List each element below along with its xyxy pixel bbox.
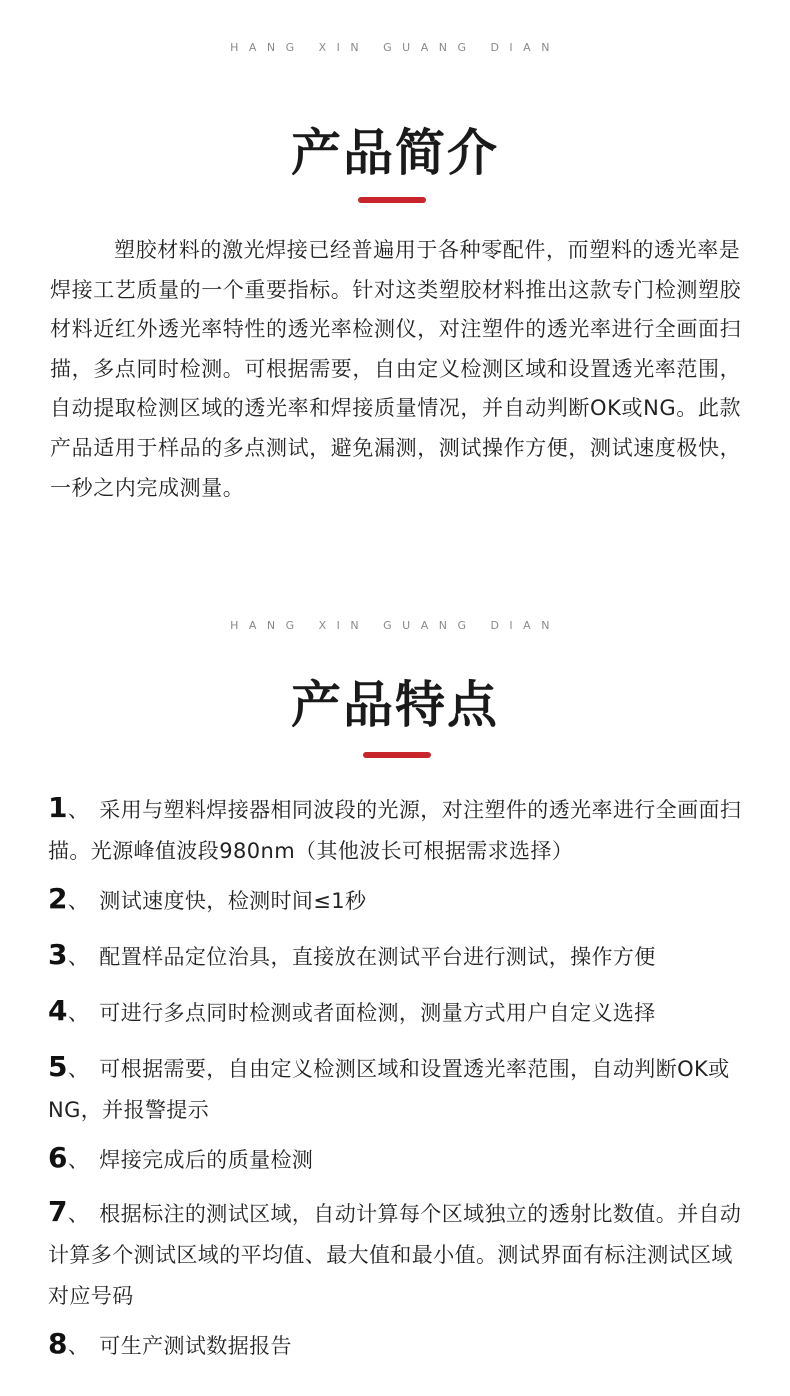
feature-item-5: 5、 可根据需要，自由定义检测区域和设置透光率范围，自动判断OK或NG，并报警提示 <box>48 1050 730 1122</box>
feature-item-2: 2、 测试速度快，检测时间≤1秒 <box>48 882 367 915</box>
brand-tagline-2: HANG XIN GUANG DIAN <box>230 619 560 632</box>
feature-item-7: 7、 根据标注的测试区域，自动计算每个区域独立的透射比数值。并自动计算多个测试区域的平均值、最大值和最小值。测试界面有标注测试区域对应号码 <box>48 1195 742 1308</box>
feature-list <box>48 787 748 1367</box>
feature-item-6: 6、 焊接完成后的质量检测 <box>48 1141 314 1174</box>
features-title-underline <box>363 752 431 758</box>
feature-item-1: 1、 采用与塑料焊接器相同波段的光源，对注塑件的透光率进行全画面扫描。光源峰值波段980nm（其他波长可根据需求选择） <box>48 791 742 863</box>
brand-tagline: HANG XIN GUANG DIAN <box>230 41 560 54</box>
intro-title-underline <box>358 197 426 203</box>
feature-item-4: 4、 可进行多点同时检测或者面检测，测量方式用户自定义选择 <box>48 994 656 1027</box>
feature-item-3: 3、 配置样品定位治具，直接放在测试平台进行测试，操作方便 <box>48 938 656 971</box>
features-title: 产品特点 <box>291 676 499 734</box>
intro-paragraph <box>50 231 750 508</box>
intro-body: 塑胶材料的激光焊接已经普遍用于各种零配件，而塑料的透光率是焊接工艺质量的一个重要指标。针对这类塑胶材料推出这款专门检测塑胶材料近红外透光率特性的透光率检测仪，对注塑件的透光率进行全画面扫描，多点同时检测。可根据需要，自由定义检测区域和设置透光率范围，自动提取检测区域的透光率和焊接质量情况，并自动判断OK或NG。此款产品适用于样品的多点测试，避免漏测，测试操作方便，测试速度极快，一秒之内完成测量。 <box>50 238 742 500</box>
intro-title: 产品简介 <box>291 124 499 182</box>
feature-item-8: 8、 可生产测试数据报告 <box>48 1327 292 1360</box>
